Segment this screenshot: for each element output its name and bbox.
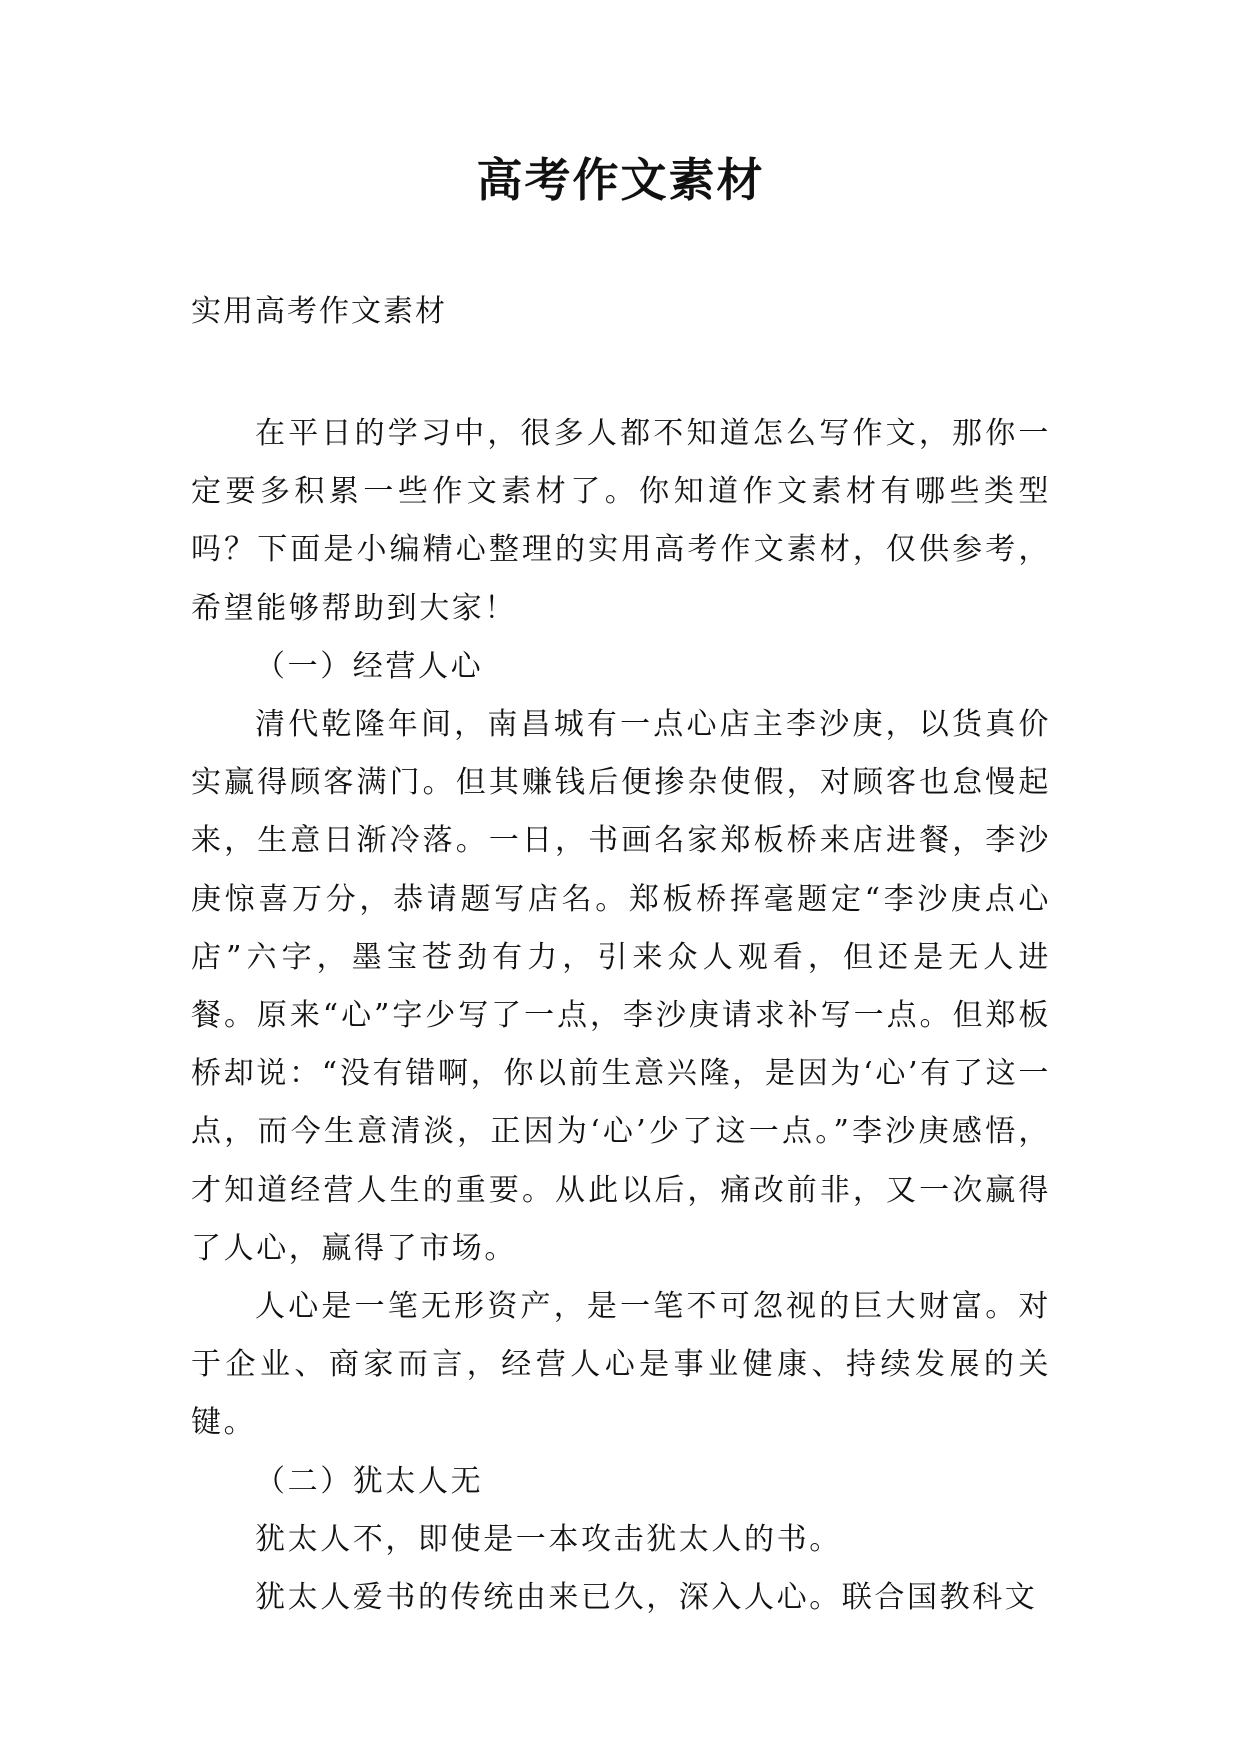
section-heading-1: （一）经营人心 bbox=[255, 648, 484, 684]
section-2-paragraph-1: 犹太人不，即使是一本攻击犹太人的书。 bbox=[255, 1521, 842, 1557]
document-body bbox=[191, 405, 1051, 1627]
story-paragraph: 清代乾隆年间，南昌城有一点心店主李沙庚，以货真价实赢得顾客满门。但其赚钱后便掺杂使假，对顾客也怠慢起来，生意日渐冷落。一日，书画名家郑板桥来店进餐，李沙庚惊喜万分，恭请题写店名。郑板桥挥毫题定“李沙庚点心店”六字，墨宝苍劲有力，引来众人观看，但还是无人进餐。原来“心”字少写了一点，李沙庚请求补写一点。但郑板桥却说：“没有错啊，你以前生意兴隆，是因为‘心’有了这一点，而今生意清淡，正因为‘心’少了这一点。”李沙庚感悟，才知道经营人生的重要。从此以后，痛改前非，又一次赢得了人心，赢得了市场。 bbox=[191, 707, 1051, 1266]
section-heading-2: （二）犹太人无 bbox=[255, 1463, 484, 1499]
document-subtitle: 实用高考作文素材 bbox=[191, 294, 447, 329]
commentary-paragraph: 人心是一笔无形资产，是一笔不可忽视的巨大财富。对于企业、商家而言，经营人心是事业健康、持续发展的关键。 bbox=[191, 1289, 1051, 1441]
section-2-paragraph-2: 犹太人爱书的传统由来已久，深入人心。联合国教科文 bbox=[255, 1580, 1038, 1616]
document-title: 高考作文素材 bbox=[476, 153, 765, 207]
intro-paragraph: 在平日的学习中，很多人都不知道怎么写作文，那你一定要多积累一些作文素材了。你知道作文素材有哪些类型吗？下面是小编精心整理的实用高考作文素材，仅供参考，希望能够帮助到大家！ bbox=[191, 416, 1051, 626]
